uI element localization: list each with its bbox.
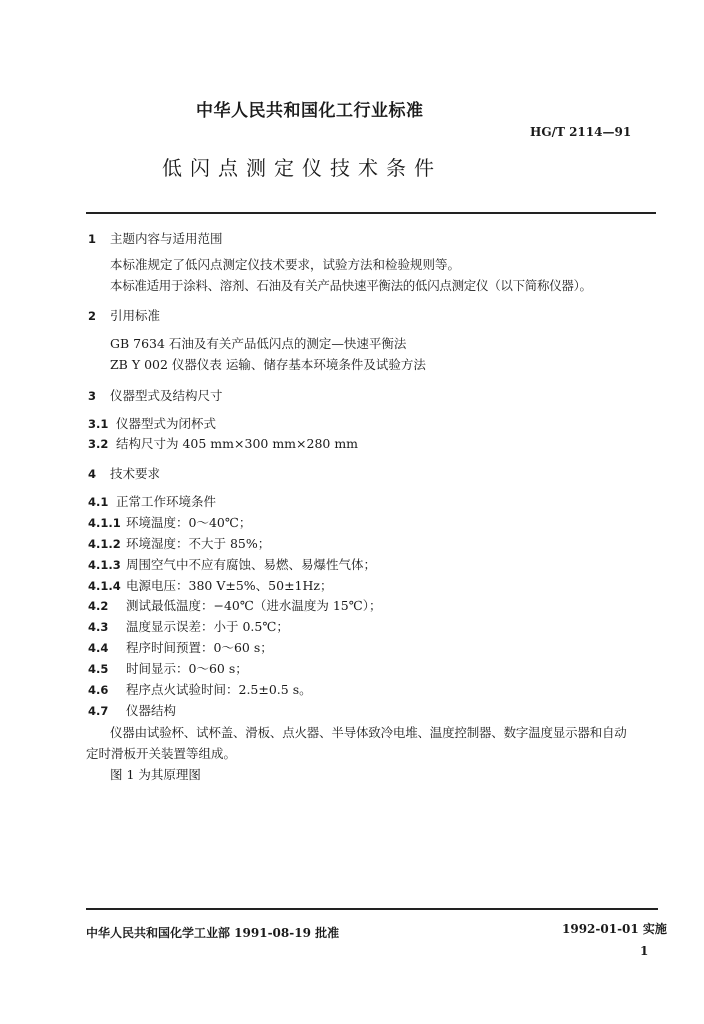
clause-number: 4.7 (88, 704, 109, 718)
clause-4-7-paragraph-line-2: 定时滑板开关装置等组成。 (86, 746, 237, 761)
bottom-divider (86, 908, 658, 910)
clause-text: 仪器型式为闭杯式 (116, 416, 217, 431)
clause-number: 4.6 (88, 683, 109, 697)
clause-text: 测试最低温度：−40℃（进水温度为 15℃）； (126, 598, 382, 613)
clause-4-1-2 (88, 538, 270, 551)
clause-text: 程序时间预置：0～60 s； (126, 640, 273, 655)
clause-number: 3.2 (88, 437, 109, 451)
clause-text: 温度显示误差：小于 0.5℃； (126, 619, 289, 634)
section-number: 1 (88, 232, 97, 246)
document-title: 低闪点测定仪技术条件 (162, 156, 442, 180)
clause-4-1-1 (88, 517, 251, 530)
section-1-paragraph-2: 本标准适用于涂料、溶剂、石油及有关产品快速平衡法的低闪点测定仪（以下简称仪器）。 (110, 278, 592, 293)
clause-4-1-3 (88, 559, 376, 572)
figure-reference: 图 1 为其原理图 (110, 767, 201, 782)
clause-text: 电源电压：380 V±5%、50±1Hz； (126, 578, 333, 593)
clause-number: 4.1.4 (88, 579, 121, 593)
section-4-heading (88, 468, 160, 481)
reference-zby002: ZB Y 002 仪器仪表 运输、储存基本环境条件及试验方法 (110, 357, 426, 372)
clause-text: 时间显示：0～60 s； (126, 661, 248, 676)
clause-4-3 (88, 621, 289, 634)
clause-number: 4.4 (88, 641, 109, 655)
clause-number: 4.1.3 (88, 558, 121, 572)
clause-4-1 (88, 496, 216, 509)
standard-org-heading: 中华人民共和国化工行业标准 (196, 101, 424, 121)
clause-4-1-4 (88, 580, 332, 593)
page-number: 1 (640, 944, 649, 958)
clause-text: 环境湿度：不大于 85%； (126, 536, 271, 551)
clause-4-2 (88, 600, 381, 613)
clause-text: 周围空气中不应有腐蚀、易燃、易爆性气体； (126, 557, 377, 572)
standard-code: HG/T 2114—91 (530, 125, 632, 139)
approval-statement: 中华人民共和国化学工业部 1991-08-19 批准 (86, 926, 340, 940)
clause-number: 4.1.2 (88, 537, 121, 551)
clause-number: 4.3 (88, 620, 109, 634)
clause-text: 结构尺寸为 405 mm×300 mm×280 mm (116, 436, 359, 451)
clause-3-2 (88, 438, 358, 451)
clause-text: 环境温度：0～40℃； (126, 515, 252, 530)
section-3-heading (88, 390, 223, 403)
clause-4-7-paragraph-line-1: 仪器由试验杯、试杯盖、滑板、点火器、半导体致冷电堆、温度控制器、数字温度显示器和自动 (110, 725, 627, 740)
section-1-paragraph-1: 本标准规定了低闪点测定仪技术要求，试验方法和检验规则等。 (110, 257, 461, 272)
clause-4-6 (88, 684, 312, 697)
section-title: 主题内容与适用范围 (110, 231, 223, 246)
section-title: 技术要求 (110, 466, 161, 481)
top-divider (86, 212, 656, 214)
clause-number: 4.1.1 (88, 516, 121, 530)
clause-text: 程序点火试验时间：2.5±0.5 s。 (126, 682, 312, 697)
section-title: 引用标准 (110, 308, 161, 323)
clause-4-4 (88, 642, 273, 655)
clause-3-1 (88, 418, 216, 431)
clause-text: 仪器结构 (126, 703, 177, 718)
clause-4-7 (88, 705, 176, 718)
clause-number: 4.5 (88, 662, 109, 676)
clause-text: 正常工作环境条件 (116, 494, 217, 509)
implementation-date: 1992-01-01 实施 (562, 922, 667, 936)
section-number: 3 (88, 389, 97, 403)
reference-gb7634: GB 7634 石油及有关产品低闪点的测定—快速平衡法 (110, 336, 407, 351)
section-number: 2 (88, 309, 97, 323)
section-1-heading (88, 233, 223, 246)
section-title: 仪器型式及结构尺寸 (110, 388, 223, 403)
clause-number: 4.2 (88, 599, 109, 613)
clause-number: 3.1 (88, 417, 109, 431)
section-number: 4 (88, 467, 97, 481)
clause-4-5 (88, 663, 248, 676)
clause-number: 4.1 (88, 495, 109, 509)
section-2-heading (88, 310, 160, 323)
